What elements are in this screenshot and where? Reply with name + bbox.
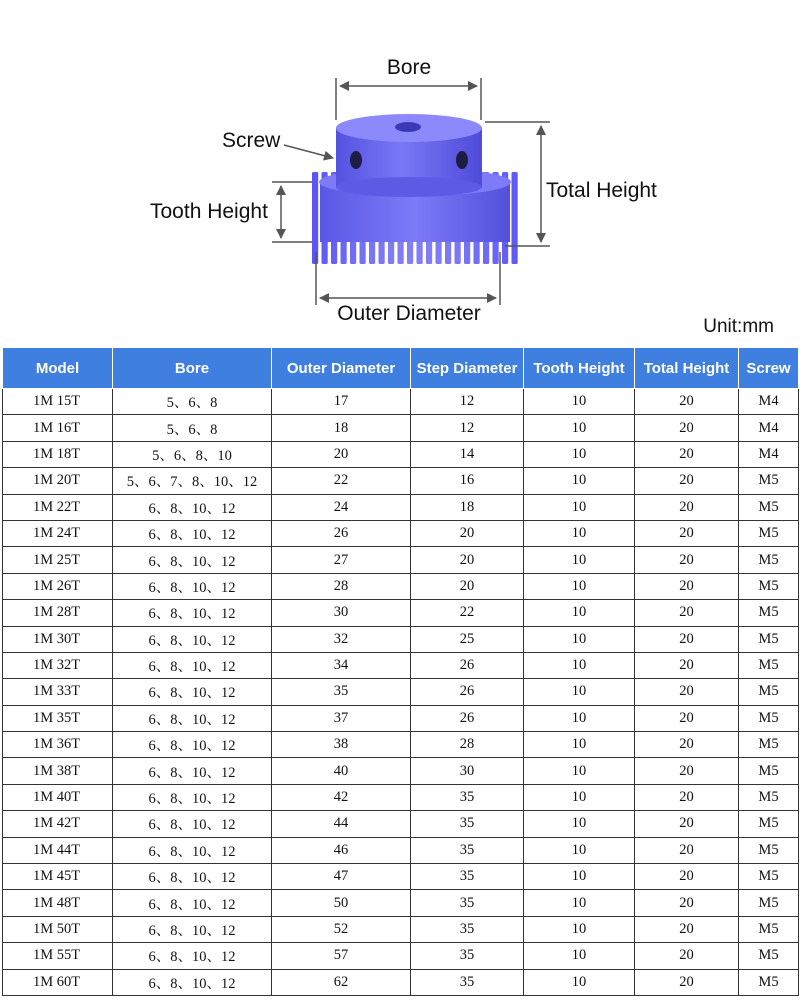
- cell-model: 1M 44T: [3, 837, 113, 863]
- gear-tooth: [512, 172, 518, 264]
- cell-bore: 6、8、10、12: [113, 573, 272, 599]
- table-row: [3, 969, 799, 995]
- header-step-diameter: Step Diameter: [411, 348, 524, 389]
- cell-bore: 6、8、10、12: [113, 758, 272, 784]
- cell-outer-diameter: 44: [272, 811, 411, 837]
- table-row: [3, 732, 799, 758]
- unit-label: Unit:mm: [703, 316, 774, 337]
- gear-hub-base: [336, 177, 482, 197]
- cell-screw: M5: [739, 494, 799, 520]
- label-total-height: Total Height: [546, 179, 657, 202]
- cell-total-height: 20: [635, 547, 739, 573]
- table-row: [3, 389, 799, 415]
- cell-total-height: 20: [635, 441, 739, 467]
- cell-total-height: 20: [635, 652, 739, 678]
- cell-model: 1M 45T: [3, 864, 113, 890]
- table-row: [3, 864, 799, 890]
- cell-model: 1M 18T: [3, 441, 113, 467]
- header-row: [3, 348, 799, 389]
- cell-model: 1M 42T: [3, 811, 113, 837]
- table-row: [3, 705, 799, 731]
- cell-tooth-height: 10: [524, 705, 635, 731]
- cell-tooth-height: 10: [524, 600, 635, 626]
- cell-outer-diameter: 27: [272, 547, 411, 573]
- cell-tooth-height: 10: [524, 520, 635, 546]
- cell-outer-diameter: 40: [272, 758, 411, 784]
- cell-tooth-height: 10: [524, 626, 635, 652]
- cell-bore: 6、8、10、12: [113, 705, 272, 731]
- cell-bore: 6、8、10、12: [113, 494, 272, 520]
- cell-model: 1M 33T: [3, 679, 113, 705]
- header-outer-diameter: Outer Diameter: [272, 348, 411, 389]
- table-row: [3, 494, 799, 520]
- cell-step-diameter: 35: [411, 890, 524, 916]
- cell-bore: 6、8、10、12: [113, 811, 272, 837]
- cell-model: 1M 38T: [3, 758, 113, 784]
- cell-total-height: 20: [635, 890, 739, 916]
- cell-model: 1M 20T: [3, 468, 113, 494]
- table-row: [3, 916, 799, 942]
- cell-model: 1M 32T: [3, 652, 113, 678]
- cell-total-height: 20: [635, 468, 739, 494]
- cell-bore: 6、8、10、12: [113, 732, 272, 758]
- cell-outer-diameter: 17: [272, 389, 411, 415]
- cell-total-height: 20: [635, 784, 739, 810]
- cell-screw: M5: [739, 520, 799, 546]
- table-row: [3, 679, 799, 705]
- cell-screw: M5: [739, 943, 799, 969]
- cell-tooth-height: 10: [524, 389, 635, 415]
- cell-outer-diameter: 50: [272, 890, 411, 916]
- cell-model: 1M 30T: [3, 626, 113, 652]
- cell-bore: 6、8、10、12: [113, 969, 272, 995]
- cell-tooth-height: 10: [524, 679, 635, 705]
- cell-outer-diameter: 42: [272, 784, 411, 810]
- cell-step-diameter: 20: [411, 520, 524, 546]
- cell-model: 1M 16T: [3, 415, 113, 441]
- cell-screw: M5: [739, 626, 799, 652]
- cell-total-height: 20: [635, 811, 739, 837]
- cell-bore: 6、8、10、12: [113, 837, 272, 863]
- cell-screw: M5: [739, 811, 799, 837]
- cell-tooth-height: 10: [524, 811, 635, 837]
- cell-step-diameter: 22: [411, 600, 524, 626]
- cell-screw: M5: [739, 705, 799, 731]
- set-screw-left: [350, 151, 362, 169]
- gear-diagram-svg: [0, 0, 800, 345]
- cell-bore: 6、8、10、12: [113, 943, 272, 969]
- cell-model: 1M 26T: [3, 573, 113, 599]
- table-row: [3, 573, 799, 599]
- cell-total-height: 20: [635, 415, 739, 441]
- label-outer-diameter: Outer Diameter: [337, 302, 481, 325]
- cell-screw: M5: [739, 784, 799, 810]
- cell-total-height: 20: [635, 520, 739, 546]
- cell-outer-diameter: 35: [272, 679, 411, 705]
- cell-total-height: 20: [635, 626, 739, 652]
- cell-model: 1M 15T: [3, 389, 113, 415]
- cell-screw: M5: [739, 864, 799, 890]
- cell-outer-diameter: 34: [272, 652, 411, 678]
- cell-model: 1M 36T: [3, 732, 113, 758]
- cell-tooth-height: 10: [524, 943, 635, 969]
- cell-model: 1M 40T: [3, 784, 113, 810]
- cell-outer-diameter: 57: [272, 943, 411, 969]
- cell-screw: M5: [739, 758, 799, 784]
- spec-table: [2, 347, 799, 996]
- cell-total-height: 20: [635, 943, 739, 969]
- cell-model: 1M 50T: [3, 916, 113, 942]
- cell-step-diameter: 20: [411, 573, 524, 599]
- cell-total-height: 20: [635, 600, 739, 626]
- cell-total-height: 20: [635, 837, 739, 863]
- cell-model: 1M 22T: [3, 494, 113, 520]
- cell-outer-diameter: 62: [272, 969, 411, 995]
- table-row: [3, 441, 799, 467]
- cell-tooth-height: 10: [524, 441, 635, 467]
- header-model: Model: [3, 348, 113, 389]
- cell-screw: M5: [739, 969, 799, 995]
- spec-table-head: [3, 348, 799, 389]
- cell-model: 1M 25T: [3, 547, 113, 573]
- cell-bore: 6、8、10、12: [113, 520, 272, 546]
- cell-total-height: 20: [635, 494, 739, 520]
- cell-total-height: 20: [635, 916, 739, 942]
- cell-outer-diameter: 26: [272, 520, 411, 546]
- label-bore: Bore: [386, 56, 432, 79]
- cell-bore: 5、6、7、8、10、12: [113, 468, 272, 494]
- cell-outer-diameter: 20: [272, 441, 411, 467]
- cell-tooth-height: 10: [524, 415, 635, 441]
- cell-outer-diameter: 32: [272, 626, 411, 652]
- cell-step-diameter: 18: [411, 494, 524, 520]
- gear-tooth: [312, 172, 318, 264]
- cell-screw: M4: [739, 389, 799, 415]
- cell-tooth-height: 10: [524, 784, 635, 810]
- cell-tooth-height: 10: [524, 969, 635, 995]
- cell-model: 1M 24T: [3, 520, 113, 546]
- cell-screw: M5: [739, 573, 799, 599]
- cell-step-diameter: 28: [411, 732, 524, 758]
- cell-step-diameter: 35: [411, 837, 524, 863]
- cell-tooth-height: 10: [524, 468, 635, 494]
- cell-step-diameter: 35: [411, 784, 524, 810]
- cell-screw: M5: [739, 890, 799, 916]
- cell-bore: 6、8、10、12: [113, 600, 272, 626]
- header-bore: Bore: [113, 348, 272, 389]
- table-row: [3, 415, 799, 441]
- cell-bore: 5、6、8、10: [113, 441, 272, 467]
- cell-step-diameter: 25: [411, 626, 524, 652]
- cell-tooth-height: 10: [524, 547, 635, 573]
- cell-bore: 6、8、10、12: [113, 547, 272, 573]
- cell-tooth-height: 10: [524, 916, 635, 942]
- cell-model: 1M 28T: [3, 600, 113, 626]
- cell-model: 1M 48T: [3, 890, 113, 916]
- cell-screw: M5: [739, 916, 799, 942]
- cell-outer-diameter: 46: [272, 837, 411, 863]
- cell-total-height: 20: [635, 389, 739, 415]
- table-row: [3, 890, 799, 916]
- cell-total-height: 20: [635, 573, 739, 599]
- cell-tooth-height: 10: [524, 573, 635, 599]
- cell-step-diameter: 26: [411, 705, 524, 731]
- header-tooth-height: Tooth Height: [524, 348, 635, 389]
- cell-screw: M5: [739, 652, 799, 678]
- cell-outer-diameter: 52: [272, 916, 411, 942]
- table-row: [3, 652, 799, 678]
- cell-model: 1M 55T: [3, 943, 113, 969]
- table-row: [3, 784, 799, 810]
- cell-bore: 6、8、10、12: [113, 916, 272, 942]
- cell-step-diameter: 35: [411, 943, 524, 969]
- table-row: [3, 468, 799, 494]
- cell-bore: 6、8、10、12: [113, 652, 272, 678]
- cell-tooth-height: 10: [524, 890, 635, 916]
- cell-step-diameter: 30: [411, 758, 524, 784]
- table-row: [3, 837, 799, 863]
- cell-outer-diameter: 18: [272, 415, 411, 441]
- cell-tooth-height: 10: [524, 837, 635, 863]
- header-screw: Screw: [739, 348, 799, 389]
- cell-screw: M5: [739, 732, 799, 758]
- cell-outer-diameter: 22: [272, 468, 411, 494]
- cell-bore: 6、8、10、12: [113, 679, 272, 705]
- cell-tooth-height: 10: [524, 494, 635, 520]
- cell-total-height: 20: [635, 864, 739, 890]
- cell-bore: 6、8、10、12: [113, 626, 272, 652]
- cell-outer-diameter: 38: [272, 732, 411, 758]
- cell-total-height: 20: [635, 732, 739, 758]
- cell-step-diameter: 14: [411, 441, 524, 467]
- cell-screw: M5: [739, 837, 799, 863]
- cell-step-diameter: 26: [411, 652, 524, 678]
- cell-total-height: 20: [635, 679, 739, 705]
- label-screw: Screw: [222, 129, 281, 152]
- cell-outer-diameter: 30: [272, 600, 411, 626]
- cell-screw: M4: [739, 441, 799, 467]
- table-row: [3, 626, 799, 652]
- cell-outer-diameter: 47: [272, 864, 411, 890]
- cell-tooth-height: 10: [524, 864, 635, 890]
- gear-image: [312, 114, 518, 264]
- cell-tooth-height: 10: [524, 758, 635, 784]
- screw-leader: [284, 145, 333, 158]
- table-row: [3, 600, 799, 626]
- cell-screw: M5: [739, 679, 799, 705]
- cell-outer-diameter: 37: [272, 705, 411, 731]
- cell-bore: 5、6、8: [113, 389, 272, 415]
- label-tooth-height: Tooth Height: [150, 200, 268, 223]
- table-row: [3, 520, 799, 546]
- cell-step-diameter: 16: [411, 468, 524, 494]
- cell-screw: M4: [739, 415, 799, 441]
- cell-step-diameter: 12: [411, 415, 524, 441]
- header-total-height: Total Height: [635, 348, 739, 389]
- cell-screw: M5: [739, 547, 799, 573]
- cell-step-diameter: 35: [411, 916, 524, 942]
- cell-step-diameter: 12: [411, 389, 524, 415]
- cell-step-diameter: 35: [411, 969, 524, 995]
- cell-outer-diameter: 24: [272, 494, 411, 520]
- cell-outer-diameter: 28: [272, 573, 411, 599]
- cell-bore: 5、6、8: [113, 415, 272, 441]
- gear-diagram: [0, 0, 800, 345]
- gear-bore-hole: [395, 122, 421, 132]
- cell-step-diameter: 35: [411, 864, 524, 890]
- cell-bore: 6、8、10、12: [113, 784, 272, 810]
- cell-total-height: 20: [635, 969, 739, 995]
- spec-table-body: [3, 389, 799, 996]
- cell-total-height: 20: [635, 758, 739, 784]
- cell-step-diameter: 35: [411, 811, 524, 837]
- cell-step-diameter: 26: [411, 679, 524, 705]
- cell-bore: 6、8、10、12: [113, 864, 272, 890]
- cell-model: 1M 35T: [3, 705, 113, 731]
- set-screw-right: [456, 151, 468, 169]
- table-row: [3, 547, 799, 573]
- table-row: [3, 943, 799, 969]
- cell-screw: M5: [739, 600, 799, 626]
- cell-model: 1M 60T: [3, 969, 113, 995]
- cell-step-diameter: 20: [411, 547, 524, 573]
- cell-tooth-height: 10: [524, 652, 635, 678]
- cell-tooth-height: 10: [524, 732, 635, 758]
- table-row: [3, 811, 799, 837]
- cell-bore: 6、8、10、12: [113, 890, 272, 916]
- cell-screw: M5: [739, 468, 799, 494]
- table-row: [3, 758, 799, 784]
- cell-total-height: 20: [635, 705, 739, 731]
